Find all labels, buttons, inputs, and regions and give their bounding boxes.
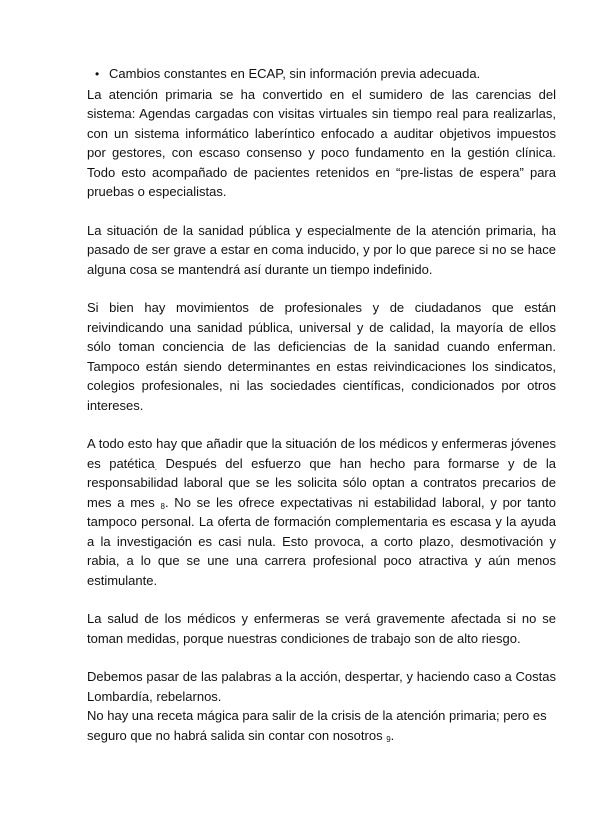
p4-part-c: . No se les ofrece expectativas ni estabilidad laboral, y por tanto tampoco personal. La oferta de formación complementaria es escasa y la ayuda a la investigación es casi nula. Esto provoca, a corto plazo, desmotivación y rabia, a lo que se une una carrera profesional poco atractiva y aún menos estimulante. bbox=[87, 494, 556, 588]
paragraph-situacion-sanidad: La situación de la sanidad pública y especialmente de la atención primaria, ha pasado de ser grave a estar en coma inducido, y por lo que parece si no se hace alguna cosa se mantendrá así durante un tiempo indefinido. bbox=[87, 222, 556, 277]
p4-punct: . bbox=[154, 462, 157, 472]
footnote-ref-9: 9 bbox=[386, 734, 391, 744]
paragraph-atencion-primaria: La atención primaria se ha convertido en el sumidero de las carencias del sistema: Agendas cargadas con visitas virtuales sin tiempo real para realizarlas, con un sistema informático laberíntico enfocado a auditar objetivos impuestos por gestores, con escaso consenso y poco fundamento en la gestión clínica. Todo esto acompañado de pacientes retenidos en “pre-listas de espera” para pruebas o especialistas. bbox=[87, 86, 556, 199]
bullet-symbol: • bbox=[95, 67, 100, 81]
paragraph-salud-medicos: La salud de los médicos y enfermeras se verá gravemente afectada si no se toman medidas, porque nuestras condiciones de trabajo son de alto riesgo. bbox=[87, 611, 556, 646]
paragraph-movimientos: Si bien hay movimientos de profesionales y de ciudadanos que están reivindicando una sanidad pública, universal y de calidad, la mayoría de ellos sólo toman conciencia de las deficiencias de la sanidad cuando enferman. Tampoco están siendo determinantes en estas reivindicaciones los sindicatos, colegios profesionales, ni las sociedades científicas, condicionados por otros intereses. bbox=[87, 300, 556, 413]
paragraph-receta-magica bbox=[87, 706, 556, 745]
bullet-item bbox=[87, 64, 556, 85]
p7-text: No hay una receta mágica para salir de la crisis de la atención primaria; pero es seguro que no habrá salida sin contar con nosotros bbox=[87, 708, 547, 743]
footnote-ref-8: 8 bbox=[160, 501, 165, 511]
paragraph-pasar-accion: Debemos pasar de las palabras a la acción, despertar, y haciendo caso a Costas Lombardía, rebelarnos. bbox=[87, 669, 556, 704]
p7-end: . bbox=[390, 727, 395, 743]
bullet-text: Cambios constantes en ECAP, sin información previa adecuada. bbox=[109, 66, 481, 81]
paragraph-medicos-jovenes bbox=[87, 434, 556, 590]
p4-part-b: Después del esfuerzo que han hecho para formarse y de la responsabilidad laboral que se les solicita sólo optan a contratos precarios de mes a mes bbox=[87, 455, 556, 510]
p4-part-a: A todo esto hay que añadir que la situación de los médicos y enfermeras jóvenes es patética bbox=[87, 436, 556, 471]
